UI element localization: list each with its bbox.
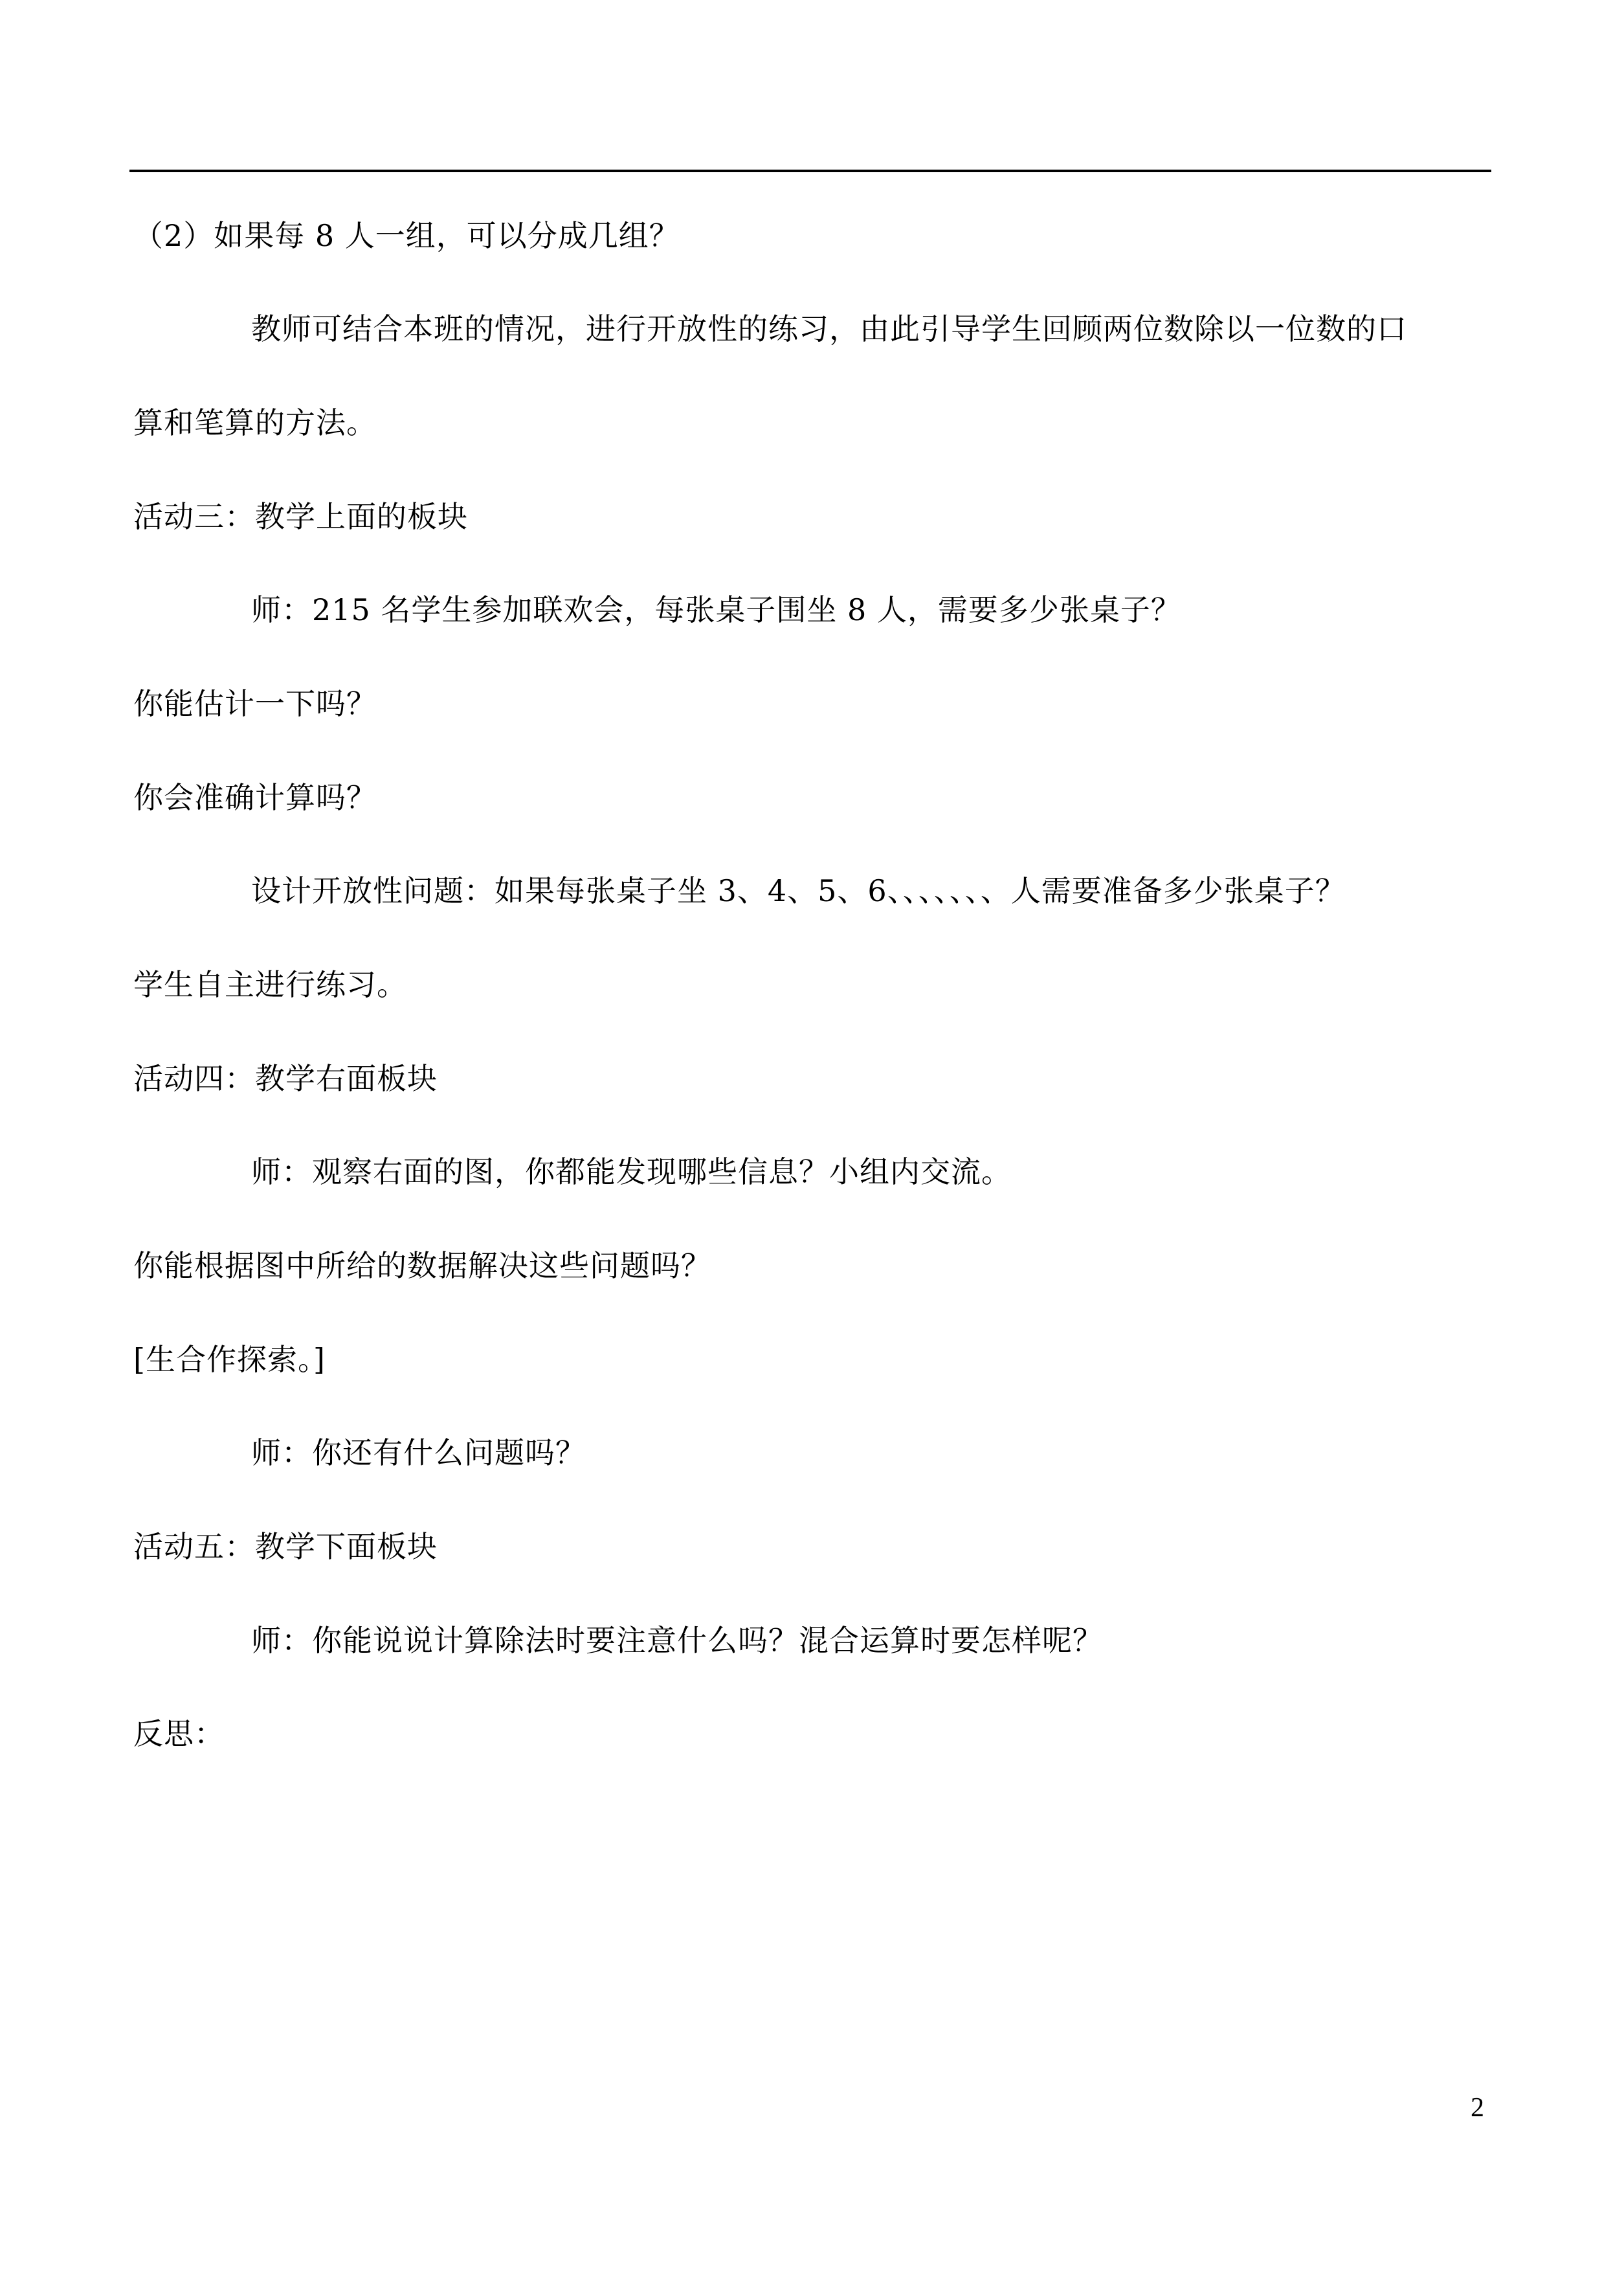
question-line: （2）如果每 8 人一组，可以分成几组？ xyxy=(133,218,680,253)
question-line: 你会准确计算吗？ xyxy=(133,780,377,815)
activity-heading: 活动三：教学上面的板块 xyxy=(133,499,468,534)
paragraph-line: 教师可结合本班的情况，进行开放性的练习，由此引导学生回顾两位数除以一位数的口 xyxy=(251,311,1407,346)
teacher-line: 师：215 名学生参加联欢会，每张桌子围坐 8 人，需要多少张桌子？ xyxy=(251,592,1181,627)
reflection-label: 反思： xyxy=(133,1716,225,1751)
header-rule xyxy=(129,170,1491,172)
question-line: 你能根据图中所给的数据解决这些问题吗？ xyxy=(133,1248,711,1283)
teacher-line: 师：你能说说计算除法时要注意什么吗？混合运算时要怎样呢？ xyxy=(251,1623,1103,1658)
paragraph-line: [生合作探索。] xyxy=(133,1342,326,1377)
paragraph-line: 学生自主进行练习。 xyxy=(133,967,407,1002)
activity-heading: 活动五：教学下面板块 xyxy=(133,1529,438,1564)
paragraph-line: 设计开放性问题：如果每张桌子坐 3、4、5、6、、、、、、、人需要准备多少张桌子？ xyxy=(251,873,1346,908)
paragraph-line: 算和笔算的方法。 xyxy=(133,405,377,440)
activity-heading: 活动四：教学右面板块 xyxy=(133,1061,438,1096)
question-line: 你能估计一下吗？ xyxy=(133,686,377,721)
page-number: 2 xyxy=(1471,2093,1484,2123)
teacher-line: 师：你还有什么问题吗？ xyxy=(251,1435,586,1470)
teacher-line: 师：观察右面的图，你都能发现哪些信息？小组内交流。 xyxy=(251,1154,1012,1189)
